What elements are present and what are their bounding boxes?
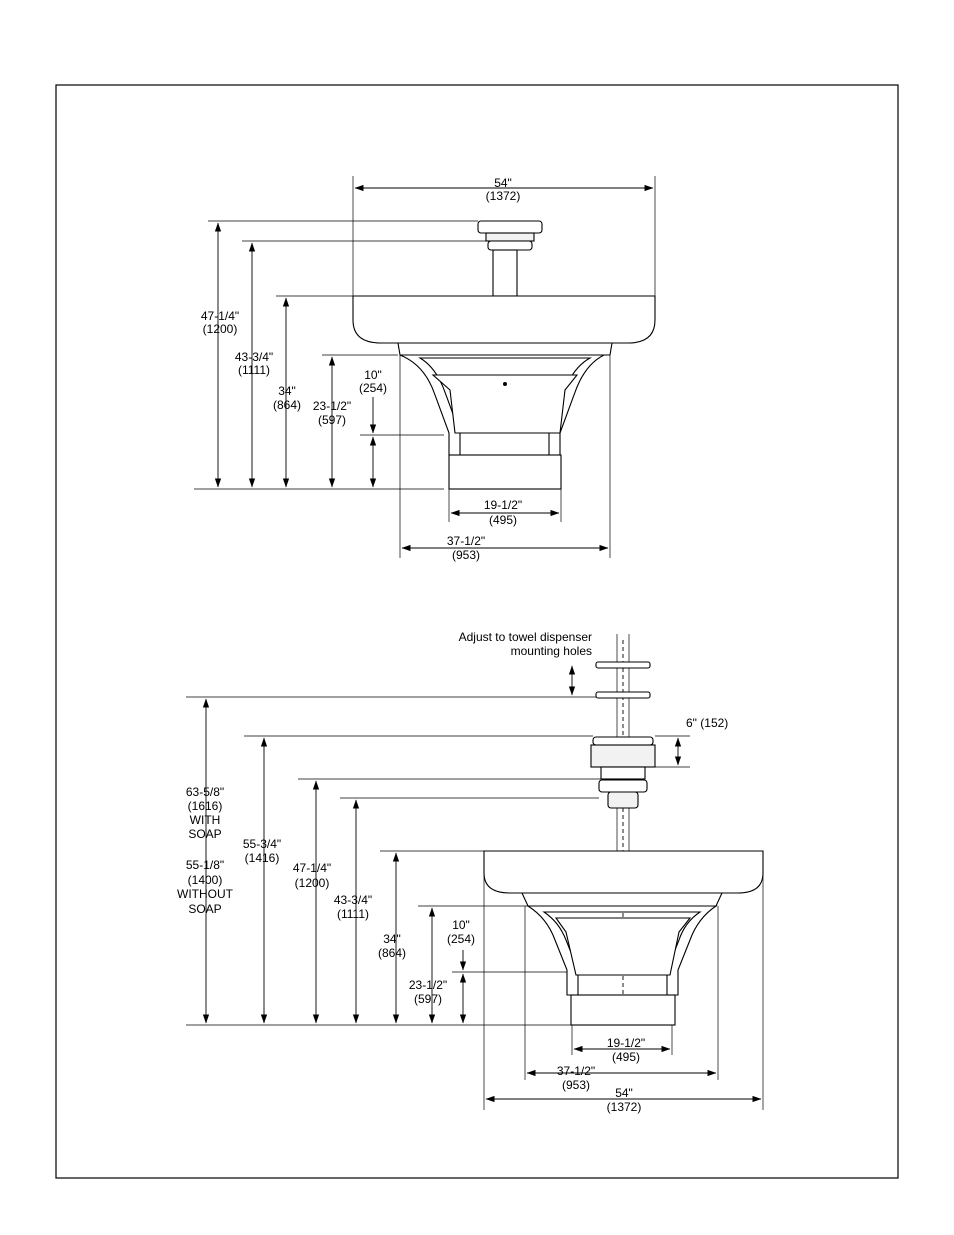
- top-bowl: [353, 296, 655, 343]
- top-h4-inches: 23-1/2": [312, 399, 352, 413]
- bottom-base: [571, 995, 675, 1025]
- soap-dim-label: 6" (152): [686, 716, 729, 730]
- top-h2-mm: (1111): [237, 363, 271, 377]
- h2-inches: 47-1/4": [292, 861, 332, 875]
- without-soap-label-1: WITHOUT: [177, 887, 233, 901]
- towel-note-line2: mounting holes: [510, 644, 592, 658]
- bottom-view: [177, 630, 763, 1114]
- lower-bracket: [596, 692, 650, 698]
- soap-dispenser: [591, 745, 655, 767]
- upper-bracket: [596, 662, 650, 668]
- top-h1-mm: (1200): [202, 322, 238, 336]
- top-h5-mm: (254): [358, 381, 388, 395]
- bottom-sprayhead: [599, 780, 647, 792]
- top-base-inches: 19-1/2": [483, 498, 523, 512]
- top-view: [194, 176, 655, 562]
- pedestal-mm: (953): [561, 1078, 591, 1092]
- top-center-column: [493, 250, 517, 296]
- top-base: [449, 455, 561, 489]
- bottom-pedestal-panel: [556, 918, 690, 975]
- sprayhead-flange: [488, 241, 532, 250]
- soap-dispenser-base: [601, 767, 645, 779]
- towel-note-line1: Adjust to towel dispenser: [458, 630, 592, 644]
- bottom-washfountain: [484, 634, 763, 1025]
- pedestal-inches: 37-1/2": [556, 1064, 596, 1078]
- without-soap-label-2: SOAP: [188, 902, 222, 916]
- top-width-mm: (1372): [485, 189, 521, 203]
- h3-inches: 43-3/4": [333, 893, 373, 907]
- top-width-inches: 54": [494, 176, 512, 190]
- top-h3-mm: (864): [272, 398, 302, 412]
- with-soap-inches: 63-5/8": [185, 785, 225, 799]
- top-h5-inches: 10": [364, 368, 382, 382]
- with-soap-mm: (1616): [187, 799, 223, 813]
- h5-inches: 10": [452, 918, 470, 932]
- h1-mm: (1416): [244, 851, 280, 865]
- top-pedestal-mm: (953): [451, 548, 481, 562]
- base-mm: (495): [611, 1050, 641, 1064]
- top-bowl-rim: [398, 343, 612, 355]
- top-h2-inches: 43-3/4": [234, 350, 274, 364]
- top-h4-mm: (597): [317, 413, 347, 427]
- bottom-bowl-rim: [522, 893, 722, 906]
- top-panel-screw: [503, 382, 507, 386]
- top-h3-inches: 34": [278, 384, 296, 398]
- top-base-mm: (495): [488, 513, 518, 527]
- sprayhead-collar: [486, 233, 534, 241]
- bottom-bowl: [484, 851, 763, 893]
- h6-mm: (597): [413, 992, 443, 1006]
- with-soap-label-2: SOAP: [188, 827, 222, 841]
- with-soap-label-1: WITH: [189, 813, 221, 827]
- sprayhead: [478, 221, 542, 233]
- h4-inches: 34": [383, 932, 401, 946]
- h5-mm: (254): [446, 932, 476, 946]
- h6-inches: 23-1/2": [408, 978, 448, 992]
- soap-dispenser-cap: [593, 737, 653, 745]
- h3-mm: (1111): [336, 907, 370, 921]
- base-inches: 19-1/2": [606, 1036, 646, 1050]
- h2-mm: (1200): [294, 876, 330, 890]
- h4-mm: (864): [377, 946, 407, 960]
- width-mm: (1372): [606, 1100, 642, 1114]
- without-soap-inches: 55-1/8": [185, 858, 225, 872]
- without-soap-mm: (1400): [187, 873, 223, 887]
- top-h1-inches: 47-1/4": [200, 309, 240, 323]
- width-inches: 54": [615, 1086, 633, 1100]
- bottom-sprayhead-collar: [608, 792, 638, 808]
- h1-inches: 55-3/4": [242, 837, 282, 851]
- top-pedestal-inches: 37-1/2": [446, 534, 486, 548]
